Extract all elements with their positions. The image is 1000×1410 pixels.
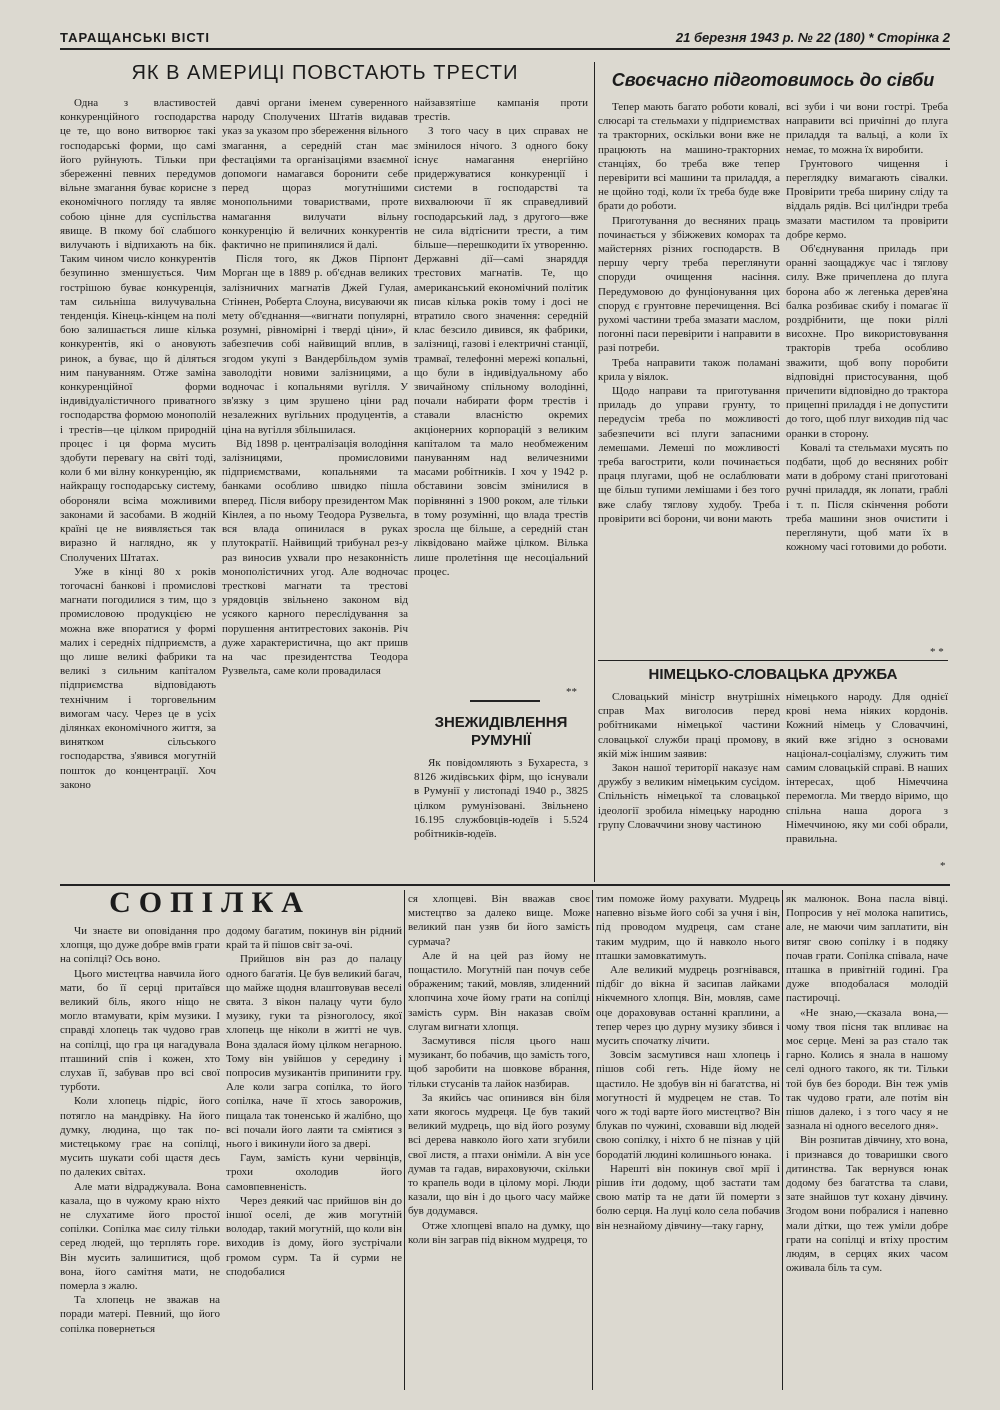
pipe-paragraph: Зовсім засмутився наш хлопець і пішов собі геть. Ніде йому не щастило. Не здобув він ні багатства, ні могутності й мудрецем не став. То чого ж тоді варте його мистецтво? Він блукав по чужині, сховавши від людей свою сопілку, і ніхто б не пізнав у цій бородатій людині колишнього юнака. [596,1049,780,1161]
trusts-paragraph: Уже в кінці 80 х років тогочасні банкові і промислові магнати погодилися з тим, що з промисловою продукцією не можна вже впоратися у формі малих і середніх підприємств, а що лише великі фабрики та великі з сильним капіталом підприємства відповідають технічним і торговельним вимогам часу. Через це в усіх ділянках економічного життя, за винятком сільського господарства, з'явився могутній пошток до концентрації. Хоч законо [60,565,216,791]
sowing-paragraph: Треба направити також поламані крила у віялок. [598,356,780,383]
romania-title [414,714,588,750]
pipe-paragraph: Але й на цей раз йому не пощастило. Могутній пан почув себе ображеним; такий, мовляв, злиденний хлопчина хоче йому грати на сопілці замість сурм. Він наказав своїм слугам вигнати хлопця. [408,949,590,1033]
sowing-title: Своєчасно підготовимось до сівби [611,70,935,90]
pipe-paragraph: Але мати відраджувала. Вона казала, що в чужому краю ніхто не слухатиме його простої сопілки. Сопілка має силу тільки серед людей, що терплять горе. Він мусить залишитися, щоб вона, його самітня мати, не померла з жалю. [60,1180,220,1293]
pipe-paragraph: Прийшов він раз до палацу одного багатія. Це був великий багач, що майже щодня влаштовував веселі свята. З вікон палацу чути було музику, гуки та різноголосу, якої хлопець ще ніколи в житті не чув. Вона здалася йому цілком негарною. Тому він увійшов у середину і попросив музикантів припинити гру. Але коли загра сопілка, то його сопілка, наче її хтось заворожив, пищала так тоненсько й жалібно, що всі почали його лаяти та сміятися з нього і викинули його за двері. [226,953,402,1151]
romania-text [414,756,588,880]
pipe-col4 [596,892,780,1390]
sowing-col1 [598,100,780,658]
header-rule [60,48,950,50]
friendship-paragraph: Словацький міністр внутрішніх справ Мах виголосив перед робітниками німецької частини словацької служби праці промову, в якій між іншим заявив: [598,691,780,760]
pipe-paragraph: додому багатим, покинув він рідний край та й пішов світ за-очі. [226,925,402,952]
sowing-paragraph: Щодо направи та приготування приладь до управи грунту, то передусім треба по можливості забезпечити всі плуги запасними лемешами. Лемеші по можливості треба вагострити, коли починається праця плугами, щоб не ослаблювати ще більш тупими лемішами і без того вже слабу тяглову худобу. Треба провірити всі борони, чи вони мають [598,385,780,525]
pipe-col1 [60,924,220,1390]
pipe-paragraph: Засмутився після цього наш музикант, бо побачив, що замість того, щоб заробити на шовкове вбрання, тільки стусанів та лайок назбирав. [408,1035,590,1090]
paper-name: ТАРАЩАНСЬКІ ВІСТІ [60,30,210,45]
trusts-col2 [222,96,408,886]
trusts-paragraph: найзавзятіше кампанія проти трестів. [414,97,588,124]
end-mark: ** [566,686,577,698]
pipe-paragraph: Чи знаєте ви оповідання про хлопця, що дуже добре вмів грати на сопілці? Ось воно. [60,925,220,966]
column-divider [782,890,783,1390]
romania-title-line1: ЗНЕЖИДІВЛЕННЯ [434,714,568,731]
sowing-paragraph: Ковалі та стельмахи мусять по подбати, щоб до весняних робіт мати в доброму стані приготовані ручні приладдя, як лопати, граблі і т. п. Після скінчення роботи треба машини знов очистити і переглянути, щоб мати їх в кожному часі готовими до роботи. [786,441,948,554]
issue-info: 21 березня 1943 р. № 22 (180) * Сторінка 2 [675,30,950,45]
trusts-paragraph: Одна з властивостей конкуренційного господарства це те, що воно витворює такі господарські форми, що самі його руйнують. Тільки при збереженні певних передумов вільне змагання буває корисне з економічного погляду та являє собою цінне для суспільства явище. В пкому бої слабшого вилучають і відпихають на бік. Таким чином число конкурентів безупинно зменшується. Чим гострішою буває конкуренція, там сильніша вилучувальна тенденція. Кінець-кінцем на полі бою залишається лише кілька конкурентів, які о ановують ринок, а буває, що й діляться ним пануванням. Отже заміна конкуренційної форми індивідуалістичного приватного господарства формою монополій і трестів—це цілком природній процес і ця форма мусить здобути перевагу на світі тоді, коли б ми вілну конкуренцію, як найкращу господарську систему, обороняли всіма можливими законами й засобами. В жодній країні це не виявляється так виразно й наглядно, як у Сполучених Штатах. [60,97,216,564]
friendship-title: НІМЕЦЬКО-СЛОВАЦЬКА ДРУЖБА [648,666,898,683]
pipe-paragraph: Цього мистецтва навчила його мати, бо її серці притаївся великий біль, якого ніщо не могло втамувати, крім музики. І справді хлопець так чудово грав на сопілці, що гра ця нагадувала пташиний спів і кожен, хто слухав її, забував про всі свої турботи. [60,967,220,1094]
trusts-paragraph: Від 1898 р. централізація володіння залізницями, промисловими підприємствами, копальнями та банками особливо швидко пішла вперед. Після вибору президентом Мак Кінлея, а по ньому Теодора Рузвельта, вся влада опинилася в руках плутократії. Найвищий трибунал рез-у раз виносив ухвали про незаконність монополістичних угод. Але водночас тресткові магнати та трестові урядовців звільнено законом від усякого карного переслідування за порушення антитрестових законів. Річ дуже характеристична, що акт пришв на час президентства Теодора Рузвельта, саме коли провадилася [222,437,408,678]
trusts-title: ЯК В АМЕРИЦІ ПОВСТАЮТЬ ТРЕСТИ [131,62,519,84]
friendship-col2 [786,690,948,862]
column-divider [592,890,593,1390]
romania-title-line2: РУМУНІЇ [470,732,532,749]
romania-paragraph: Як повідомляють з Бухареста, з 8126 жидівських фірм, що існували в Румунії у листопаді 1940 р., 3825 цілком румунізовані. Звільнено 16.195 службовців-юдеїв і 5.524 робітників-юдеїв. [414,757,588,841]
friendship-paragraph: Закон нашої території наказує нам дружбу з великим німецьким сусідом. Спільність німецької та словацької ідеології зробила німецьку народню групу Словаччини знову частиною [598,762,780,831]
pipe-paragraph: За якийсь час опинився він біля хати якогось мудреця. Це був такий великий мудрець, що від його розуму всі дерева навколо його хати згубили свої листя, а птахи оніміли. А він усе думав та гадав, вираховуючи, скільки то крапель води в цілому морі. Люди казали, що він і до цього часу майже був додумався. [408,1091,590,1218]
sowing-paragraph: всі зуби і чи вони гострі. Треба направити всі причіпні до плуга приладдя та вальці, а коли їх немає, то можна їх виробити. [786,101,948,156]
column-divider [404,890,405,1390]
friendship-paragraph: німецького народу. Для однієї крові нема ніяких кордонів. Кожний німець у Словаччині, який вже згідно з основами націонал-соціалізму, служить тим самим словацькій справі. В наших інтересах, щоб Німеччина перемогла. Ми твердо віримо, що спільна наша дорога з Німеччиною, яку ми собі обрали, правильна. [786,691,948,846]
trusts-paragraph: давчі органи іменем суверенного народу Сполучених Штатів видавав указ за указом про збереження вільного змагання, а середній стан має фестаціями та організаціями взаємної допомоги намагався боронити себе перед щораз могутнішими монопольними товариствами, проте намагання вилучати вільну конкуренцію й величних конкурентів фактично не припинялися й далі. [222,97,408,252]
pipe-paragraph: Отже хлопцеві впало на думку, що коли він заграв під вікном мудреця, то [408,1219,590,1246]
sowing-paragraph: Приготування до весняних праць починається у збіжжевих коморах та майстернях різних господарств. В першу чергу треба переглянути споруди очищення насіння. Передумовою до фунціонування цих споруд є грунтовне перечищення. Всі рухомі частини треба змазати маслом, погонні паси перевірити і направити в разі потреби. [598,214,780,355]
pipe-paragraph: Гаум, замість куни червінців, трохи охолодив його самовпевненість. [226,1152,402,1193]
trusts-paragraph: Після того, як Джов Пірпонт Морган ще в 1889 р. об'єднав великих залізничних магнатів Джей Гулая, Стіннен, Роберта Слоуна, висуваючи як мету об'єднання—«вигнати популярні, розумні, рівномірні і тверді ціни», й забезпечив собі найвищий вплив, в згодом укупі з Вандербільдом зумів заволодіти новими залізницями, а водночас і копальнями вугілля. У зв'язку з цим зрушено ціни рад незалежних вугільних продуцентів, а ціна на вугілля збільшилася. [222,253,408,436]
trusts-col1 [60,96,216,886]
pipe-col5 [786,892,948,1390]
pipe-title: СОПІЛКА [109,886,311,919]
sowing-col2 [786,100,948,640]
pipe-paragraph: як малюнок. Вона пасла вівці. Попросив у неї молока напитись, але, не маючи чим заплатити, він витяг свою сопілку і в подяку почав грати. Сопілка співала, наче пташка в привітній годині. Гра дуже вподобалася молодій пастирочці. [786,893,948,1005]
trusts-paragraph: З того часу в цих справах не змінилося нічого. З одного боку існує намагання енергійно придержуватися конкуренції і системи в господарстві та вихвалюючи її як справедливий господарський лад, з другого—вже не сила відтіснити трести, а тим більше—перешкодити їх утворенню. Державні дії—самі знаряддя трестових магнатів. Те, що американський економічний політик писав кілька років тому і досі не втратило свого значення: середній клас безсило дивився, як фабрики, залізниці, газові і електричні станції, трамваї, телефонні мережі копальні, що були в індивідуальному або звичайному спільному володінні, почали набирати форм трестів і ставали власністю окремих акціонерних корпорацій з великим капіталом та мало необмеженим пануванням над величезними масами робітників. І хоч у 1942 р. обставини зовсім змінилися в порівнянні з 1900 роком, але тільки в тому розумінні, що влада трестів зросла ще більше, а середній стан ліквідовано майже цілком. Вілька лише пролетіння ще несоціальний процес. [414,125,588,578]
column-divider [594,62,595,882]
friendship-col1 [598,690,780,874]
romania-rule [470,700,540,702]
pipe-paragraph: Коли хлопець підріс, його потягло на мандрівку. На його думку, людина, що так по-мистецькому грає на сопілці, мусить шукати собі щастя десь по далеких світах. [60,1095,220,1179]
pipe-col2 [226,924,402,1390]
trusts-col3 [414,96,588,686]
pipe-paragraph: Він розпитав дівчину, хто вона, і признався до товаришки свого дитинства. Так вернувся юнак додому без багатства та слави, зате знайшов тут кохану дівчину. Згодом вони побралися і напевно мали дітки, що теж уміли добре грати на сопілці и втіху простим людям, в серцях яких часом оживала біль та сум. [786,1134,948,1275]
pipe-paragraph: «Не знаю,—сказала вона,—чому твоя пісня так впливає на моє серце. Мені за раз стало так гарно. Колись я знала в нашому селі одного такого, як ти. Тільки той був без бороди. Він теж умів так чудово грати, але потім він пішов далеко, і з того часу я не зазнала ні одного веселого дня». [786,1006,948,1133]
sowing-paragraph: Тепер мають багато роботи ковалі, слюсарі та стельмахи у підприємствах та тракторних, оскільки вони вже не працюють на машино-тракторних станціях, бо треба вже тепер перевірити всі машини та приладдя, а не щойно тоді, коли їх треба буде вже брати до роботи. [598,101,780,213]
pipe-paragraph: тим поможе йому рахувати. Мудрець напевно візьме його собі за учня і він, під проводом мудреця, сам стане таким мудрим, що й навколо нього пташки замовкатимуть. [596,893,780,962]
pipe-paragraph: Але великий мудрець розгнівався, підбіг до вікна й засипав лайками нікчемного хлопця. Він, мовляв, саме оце дораховував останні краплини, а тепер через цю дурну музику збився і мусить спочатку лічити. [596,964,780,1048]
pipe-paragraph: Та хлопець не зважав на поради матері. Певний, що його сопілка повернеться [60,1294,220,1335]
page-header [60,28,950,48]
pipe-paragraph: Через деякий час прийшов він до іншої оселі, де жив могутній володар, такий могутній, що коли він виходив із дому, його зустрічали громом сурм. Та й сурми не сподобалися [226,1194,402,1278]
sowing-paragraph: Грунтового чищення і переглядку вимагають сівалки. Провірити треба ширину сліду та віддаль рядів. Всі цил'індри треба змазати мастилом та провірити добре кермо. [786,157,948,241]
sowing-paragraph: Об'єднування приладь при оранні заощаджує час і тяглову силу. Вже причеплена до плуга борона або ж легенька дерев'яна балка розбиває скибу і помагає її роздрібнити, ще поки ріллі висохне. Про використовування тракторів треба особливо зважити, щоб вопу поробити відповідні пристосування, щоб причепити відповідно до трактора прицепні приладдя і не допустити до того, щоб плуг виходив під час оранки в сторону. [786,243,948,440]
pipe-col3 [408,892,590,1390]
pipe-paragraph: Нарешті він покинув свої мрії і рішив іти додому, щоб застати там свою матір та не дати їй померти з болю серця. На луці коло села побачив він незнайому дівчину—таку гарну, [596,1162,780,1232]
pipe-paragraph: ся хлопцеві. Він вважав своє мистецтво за далеко вище. Може великий пан узяв би його замість сурмача? [408,893,590,948]
end-mark: * [940,860,946,872]
friendship-rule [598,660,948,661]
end-mark: * * [930,646,944,658]
